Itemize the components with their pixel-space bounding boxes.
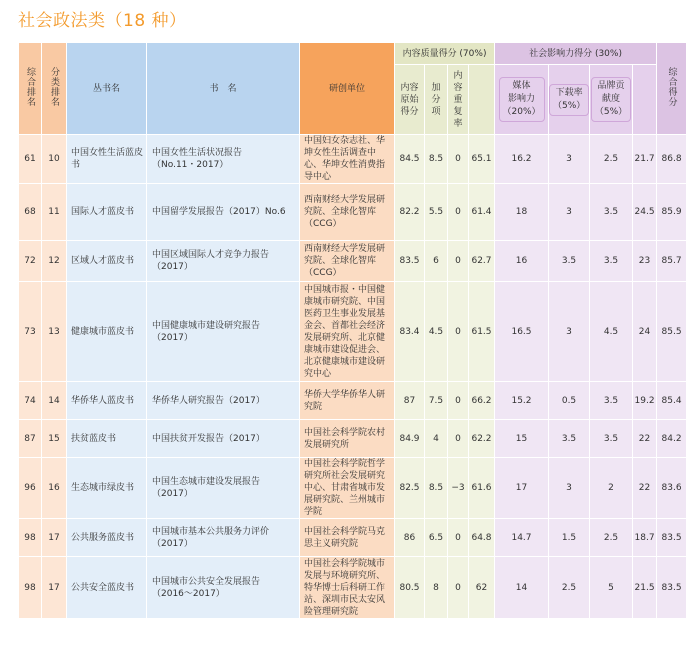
header-series: 丛书名 bbox=[67, 43, 147, 135]
cell-s-media: 15 bbox=[495, 420, 549, 458]
cell-q-raw: 83.4 bbox=[395, 282, 425, 382]
cell-unit: 中国社会科学院马克 思主义研究院 bbox=[300, 519, 395, 557]
header-q-dup: 内 容 重 复 率 bbox=[448, 65, 469, 135]
cell-s-media: 16 bbox=[495, 241, 549, 282]
cell-cat: 17 bbox=[42, 557, 67, 619]
table-row bbox=[19, 184, 687, 241]
cell-q-total: 64.8 bbox=[469, 519, 495, 557]
cell-q-add: 6 bbox=[425, 241, 448, 282]
header-s-media: 媒体 影响力 （20%） bbox=[495, 65, 549, 135]
cell-rank: 98 bbox=[19, 557, 42, 619]
cell-q-add: 8.5 bbox=[425, 135, 448, 184]
cell-s-total: 24.5 bbox=[633, 184, 657, 241]
cell-unit: 中国城市报・中国健 康城市研究院、中国 医药卫生事业发展基 金会、首都社会经济 发展研究所、北京健 康城市建设促进会、 北京健康城市建设研 究中心 bbox=[300, 282, 395, 382]
cell-rank: 87 bbox=[19, 420, 42, 458]
header-s-total bbox=[633, 65, 657, 135]
header-quality-group: 内容质量得分 (70%) bbox=[395, 43, 495, 65]
cell-s-media: 14.7 bbox=[495, 519, 549, 557]
cell-q-dup: 0 bbox=[448, 557, 469, 619]
cell-q-raw: 84.9 bbox=[395, 420, 425, 458]
cell-series: 国际人才蓝皮书 bbox=[67, 184, 147, 241]
header-unit: 研创单位 bbox=[300, 43, 395, 135]
cell-book: 中国扶贫开发报告（2017） bbox=[147, 420, 300, 458]
cell-s-brand: 3.5 bbox=[590, 382, 633, 420]
cell-s-total: 21.5 bbox=[633, 557, 657, 619]
cell-unit: 华侨大学华侨华人研 究院 bbox=[300, 382, 395, 420]
cell-unit: 中国社会科学院哲学 研究所社会发展研究 中心、甘肃省城市发 展研究院、兰州城市 学院 bbox=[300, 458, 395, 519]
cell-q-dup: 0 bbox=[448, 135, 469, 184]
cell-cat: 14 bbox=[42, 382, 67, 420]
cell-q-add: 6.5 bbox=[425, 519, 448, 557]
cell-s-media: 16.5 bbox=[495, 282, 549, 382]
cell-unit: 西南财经大学发展研 究院、全球化智库 （CCG） bbox=[300, 241, 395, 282]
cell-s-dl: 2.5 bbox=[549, 557, 590, 619]
cell-unit: 西南财经大学发展研 究院、全球化智库 （CCG） bbox=[300, 184, 395, 241]
cell-total: 85.5 bbox=[657, 282, 687, 382]
cell-q-add: 7.5 bbox=[425, 382, 448, 420]
cell-s-media: 18 bbox=[495, 184, 549, 241]
cell-q-dup: 0 bbox=[448, 519, 469, 557]
cell-cat: 16 bbox=[42, 458, 67, 519]
cell-book: 中国城市基本公共服务力评价 （2017） bbox=[147, 519, 300, 557]
cell-s-brand: 2 bbox=[590, 458, 633, 519]
cell-cat: 17 bbox=[42, 519, 67, 557]
cell-q-total: 62 bbox=[469, 557, 495, 619]
cell-book: 中国留学发展报告（2017）No.6 bbox=[147, 184, 300, 241]
cell-total: 83.5 bbox=[657, 519, 687, 557]
table-row bbox=[19, 420, 687, 458]
header-rank: 综合排名 bbox=[19, 43, 42, 135]
cell-book: 中国女性生活状况报告 （No.11・2017） bbox=[147, 135, 300, 184]
cell-s-media: 15.2 bbox=[495, 382, 549, 420]
cell-rank: 96 bbox=[19, 458, 42, 519]
cell-s-dl: 3 bbox=[549, 135, 590, 184]
cell-series: 健康城市蓝皮书 bbox=[67, 282, 147, 382]
header-q-total bbox=[469, 65, 495, 135]
table-row bbox=[19, 382, 687, 420]
cell-total: 86.8 bbox=[657, 135, 687, 184]
cell-s-total: 23 bbox=[633, 241, 657, 282]
header-s-brand: 品牌贡 献度 （5%） bbox=[590, 65, 633, 135]
table-row bbox=[19, 557, 687, 619]
cell-q-dup: 0 bbox=[448, 241, 469, 282]
cell-rank: 68 bbox=[19, 184, 42, 241]
cell-book: 华侨华人研究报告（2017） bbox=[147, 382, 300, 420]
header-category-rank: 分类排名 bbox=[42, 43, 67, 135]
cell-book: 中国健康城市建设研究报告 （2017） bbox=[147, 282, 300, 382]
cell-q-total: 65.1 bbox=[469, 135, 495, 184]
table-row bbox=[19, 135, 687, 184]
cell-series: 公共安全蓝皮书 bbox=[67, 557, 147, 619]
cell-rank: 72 bbox=[19, 241, 42, 282]
cell-unit: 中国社会科学院农村 发展研究所 bbox=[300, 420, 395, 458]
cell-cat: 12 bbox=[42, 241, 67, 282]
cell-series: 扶贫蓝皮书 bbox=[67, 420, 147, 458]
cell-book: 中国城市公共安全发展报告 （2016～2017） bbox=[147, 557, 300, 619]
cell-rank: 74 bbox=[19, 382, 42, 420]
cell-total: 85.4 bbox=[657, 382, 687, 420]
cell-s-total: 18.7 bbox=[633, 519, 657, 557]
cell-s-brand: 3.5 bbox=[590, 241, 633, 282]
cell-s-brand: 3.5 bbox=[590, 420, 633, 458]
cell-total: 85.7 bbox=[657, 241, 687, 282]
cell-q-add: 8.5 bbox=[425, 458, 448, 519]
cell-total: 83.6 bbox=[657, 458, 687, 519]
cell-rank: 61 bbox=[19, 135, 42, 184]
cell-q-raw: 83.5 bbox=[395, 241, 425, 282]
cell-total: 85.9 bbox=[657, 184, 687, 241]
cell-q-total: 66.2 bbox=[469, 382, 495, 420]
table-row bbox=[19, 458, 687, 519]
cell-q-total: 61.5 bbox=[469, 282, 495, 382]
cell-q-raw: 82.2 bbox=[395, 184, 425, 241]
cell-series: 华侨华人蓝皮书 bbox=[67, 382, 147, 420]
cell-s-dl: 0.5 bbox=[549, 382, 590, 420]
cell-q-total: 62.2 bbox=[469, 420, 495, 458]
table-row bbox=[19, 282, 687, 382]
cell-q-total: 61.4 bbox=[469, 184, 495, 241]
cell-cat: 11 bbox=[42, 184, 67, 241]
cell-rank: 73 bbox=[19, 282, 42, 382]
cell-book: 中国区域国际人才竞争力报告 （2017） bbox=[147, 241, 300, 282]
cell-unit: 中国社会科学院城市 发展与环境研究所、 特华博士后科研工作 站、深圳市民太安风 险管理研究院 bbox=[300, 557, 395, 619]
cell-q-raw: 80.5 bbox=[395, 557, 425, 619]
cell-total: 84.2 bbox=[657, 420, 687, 458]
cell-q-total: 62.7 bbox=[469, 241, 495, 282]
cell-s-total: 24 bbox=[633, 282, 657, 382]
cell-book: 中国生态城市建设发展报告 （2017） bbox=[147, 458, 300, 519]
cell-series: 区域人才蓝皮书 bbox=[67, 241, 147, 282]
cell-s-brand: 5 bbox=[590, 557, 633, 619]
cell-cat: 13 bbox=[42, 282, 67, 382]
page-title: 社会政法类（18 种） bbox=[18, 11, 187, 31]
cell-s-total: 21.7 bbox=[633, 135, 657, 184]
cell-q-raw: 84.5 bbox=[395, 135, 425, 184]
cell-q-dup: 0 bbox=[448, 382, 469, 420]
cell-q-total: 61.6 bbox=[469, 458, 495, 519]
header-q-raw: 内容 原始 得分 bbox=[395, 65, 425, 135]
cell-q-add: 8 bbox=[425, 557, 448, 619]
cell-q-dup: 0 bbox=[448, 184, 469, 241]
cell-q-raw: 82.5 bbox=[395, 458, 425, 519]
cell-s-media: 16.2 bbox=[495, 135, 549, 184]
cell-s-media: 14 bbox=[495, 557, 549, 619]
cell-series: 生态城市绿皮书 bbox=[67, 458, 147, 519]
table-row bbox=[19, 241, 687, 282]
cell-q-add: 4 bbox=[425, 420, 448, 458]
cell-s-brand: 2.5 bbox=[590, 519, 633, 557]
cell-s-dl: 1.5 bbox=[549, 519, 590, 557]
cell-s-brand: 4.5 bbox=[590, 282, 633, 382]
cell-q-dup: 0 bbox=[448, 420, 469, 458]
cell-total: 83.5 bbox=[657, 557, 687, 619]
header-total: 综合得分 bbox=[657, 43, 687, 135]
header-q-add: 加 分 项 bbox=[425, 65, 448, 135]
cell-s-dl: 3 bbox=[549, 184, 590, 241]
cell-cat: 10 bbox=[42, 135, 67, 184]
cell-s-media: 17 bbox=[495, 458, 549, 519]
header-social-group: 社会影响力得分 (30%) bbox=[495, 43, 657, 65]
cell-s-dl: 3.5 bbox=[549, 420, 590, 458]
cell-rank: 98 bbox=[19, 519, 42, 557]
cell-s-brand: 2.5 bbox=[590, 135, 633, 184]
cell-series: 中国女性生活蓝皮书 bbox=[67, 135, 147, 184]
table-body bbox=[19, 135, 687, 619]
cell-s-total: 22 bbox=[633, 420, 657, 458]
cell-cat: 15 bbox=[42, 420, 67, 458]
cell-q-dup: 0 bbox=[448, 282, 469, 382]
cell-s-dl: 3.5 bbox=[549, 241, 590, 282]
cell-q-raw: 86 bbox=[395, 519, 425, 557]
cell-s-total: 19.2 bbox=[633, 382, 657, 420]
cell-q-add: 5.5 bbox=[425, 184, 448, 241]
header-s-download: 下载率 （5%） bbox=[549, 65, 590, 135]
cell-s-brand: 3.5 bbox=[590, 184, 633, 241]
header-book: 书 名 bbox=[147, 43, 300, 135]
cell-q-raw: 87 bbox=[395, 382, 425, 420]
cell-q-dup: −3 bbox=[448, 458, 469, 519]
cell-series: 公共服务蓝皮书 bbox=[67, 519, 147, 557]
cell-s-dl: 3 bbox=[549, 458, 590, 519]
table-row bbox=[19, 519, 687, 557]
cell-s-total: 22 bbox=[633, 458, 657, 519]
cell-s-dl: 3 bbox=[549, 282, 590, 382]
cell-q-add: 4.5 bbox=[425, 282, 448, 382]
ranking-table bbox=[18, 42, 687, 619]
cell-unit: 中国妇女杂志社、华 坤女性生活调查中 心、华坤女性消费指 导中心 bbox=[300, 135, 395, 184]
